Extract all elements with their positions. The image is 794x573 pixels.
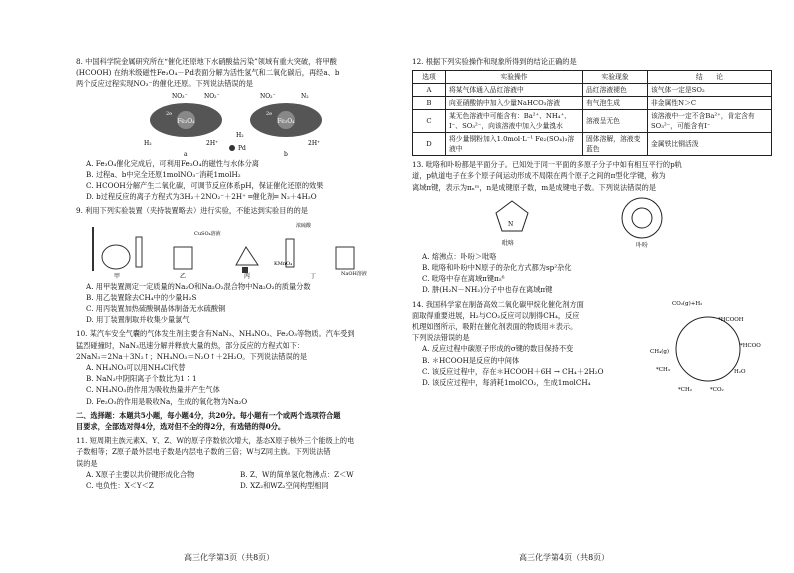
table-header: 实验现象 [583,71,648,84]
q11-stem-line: 11. 短周期主族元素X、Y、Z、W的原子序数依次增大，基态X原子核外三个能级上的电 [76,436,355,446]
q10-stem-line: 10. 某汽车安全气囊的气体发生剂主要含有NaN₃、NH₄NO₃、Fe₂O₃等物质。汽车受到 [76,329,355,339]
q9-stem: 9. 利用下列实验装置（夹持装置略去）进行实验，不能达到实验目的的是 [76,206,308,216]
electron-label: 2e [266,110,273,117]
q11-stem-line: 误的是 [76,458,98,468]
q13-molecule-diagram [472,193,732,251]
table-header-row [413,71,772,84]
table-cell: 溶液呈无色 [583,110,648,133]
q8-stem-line: 8. 中国科学院金属研究所在“催化还原地下水硝酸盐污染”领域有重大突破，将甲酸 [76,57,337,66]
process-a-label: a [184,150,188,158]
ch2-label: *CH₂ [678,386,692,393]
table-row [413,133,772,156]
q11-stem-line: 子数相等；Z原子最外层电子数是内层电子数的三倍；W与Z同主族。下列说法错 [76,447,331,457]
h-ion-label: 2H⁺ [206,139,219,147]
table-cell: 将某气体通入品红溶液中 [446,84,583,97]
q14-stem-line: 下列说法错误的是 [412,333,470,343]
q13-option-a: A. 熔沸点：卟吩＞吡咯 [422,251,497,261]
no2-label: NO₂⁻ [204,92,220,100]
table-row [413,110,772,133]
collection-bottle [336,247,354,269]
table-cell: 向亚硝酸钠中加入少量NaHCO₃溶液 [446,97,583,110]
porphine-inner-ring [632,208,652,228]
q9-option-b: B. 用乙装置除去CH₄中的少量H₂S [86,292,197,302]
cuso4-label: CuSO₄溶液 [194,230,221,237]
pd-legend-dot [229,145,235,151]
co2-label: CO₂(g)+H₂ [672,300,703,307]
no2-label: NO₂⁻ [260,92,276,100]
cycle-ring [676,317,740,381]
gas-tube [136,237,142,267]
table-cell: B [413,97,446,110]
q10-option-d: D. Fe₂O₃的作用是吸收Na，生成的氧化物为Na₂O [86,396,248,406]
conc-acid-label: 浓硫酸 [296,222,312,229]
question-12 [412,56,772,156]
q10-option-b: B. NaN₃中阴阳离子个数比为1∶1 [86,374,197,384]
q14-option-a: A. 反应过程中碳原子形成的σ键的数目保持不变 [422,344,574,354]
table-cell: 将少量铜粉加入1.0mol·L⁻¹ Fe₂(SO₄)₃溶液中 [446,133,583,156]
question-14 [412,299,772,393]
naoh-label: NaOH溶液 [341,270,367,277]
apparatus-jia-label: 甲 [114,272,121,280]
question-10 [76,328,394,406]
table-cell: 固体溶解，溶液变蓝色 [583,133,648,156]
porphine-label: 卟吩 [636,241,649,249]
q14-option-b: B. ＊HCOOH是反应的中间体 [422,355,520,365]
q8-stem-line: (HCOOH) 在纳米级磁性Fe₃O₄－Pd表面分解为活性氢气和二氧化碳后，再经a、b [76,68,340,78]
fe3o4-label: Fe₃O₄ [277,117,295,125]
q13-stem-line: 离域π键，表示为πₙᵐ，n是成键原子数，m是成键电子数。下列说法错误的是 [412,182,657,192]
q10-stem-line: 猛烈碰撞时，NaN₃迅速分解并释放大量的热，部分反应的方程式如下： [76,340,305,350]
page-footer-left: 高三化学第3页（共8页） [184,553,275,562]
table-cell: C [413,110,446,133]
pd-legend-label: Pd [238,144,246,152]
q8-option-a: A. Fe₃O₄催化完成后，可利用Fe₃O₄的磁性与水体分离 [86,158,259,168]
q13-option-c: C. 吡咯中存在离域π键π₅⁶ [422,274,505,284]
question-13 [412,159,772,295]
q14-text [412,299,640,389]
q10-option-c: C. NH₄NO₃的作用为吸收热量并产生气体 [86,385,220,395]
n2-label: N₂ [301,92,309,100]
process-b-label: b [284,150,288,158]
table-cell: D [413,133,446,156]
q11-option-a: A. X原子主要以共价键形成化合物 [86,469,195,479]
q9-option-a: A. 用甲装置测定一定质量的Na₂O和Na₂O₂混合物中Na₂O₂的质量分数 [86,281,311,291]
h2-label: H₂ [236,131,244,139]
q12-stem: 12. 根据下列实验操作和现象所得到的结论正确的是 [412,57,577,66]
q11-options-row [86,480,394,491]
q9-apparatus-diagram [86,217,386,281]
question-9 [76,205,394,325]
porphine-ring [622,198,662,238]
section-2-instructions [76,410,394,432]
q9-option-c: C. 用丙装置加热硫酸铜晶体制备无水硫酸铜 [86,304,226,314]
flask [102,245,130,269]
hcoo-label: *HCOO [740,342,761,349]
q12-table [412,70,772,156]
q14-option-c: C. 该反应过程中，存在＊HCOOH＋6H → CH₄＋2H₂O [422,366,604,376]
no3-label: NO₃⁻ [172,92,188,100]
left-column [76,56,394,491]
hcooh-label: *HCOOH [718,316,744,323]
q10-option-a: A. NH₄NO₃可以用NH₄Cl代替 [86,363,186,373]
kmno4-label: KMnO₄ [274,260,293,267]
q13-stem-line: 道，p轨道电子在多个原子间运动形成不局限在两个原子之间的π型化学键，称为 [412,171,666,181]
h2o-label: H₂O [734,368,746,375]
q11-option-b: B. Z、W的简单氢化物沸点：Z＜W [240,469,354,479]
q13-stem-line: 13. 吡咯和卟吩都是平面分子。已知处于同一平面的多原子分子中如有相互平行的p轨 [412,160,682,170]
wash-bottle [174,247,192,269]
q11-options-row [86,469,394,480]
table-cell: 该气体一定是SO₂ [648,84,772,97]
q11-option-d: D. XZ₂和WZ₂空间构型相同 [240,481,329,491]
table-header: 结 论 [648,71,772,84]
ch4-label: CH₄(g) [650,348,670,355]
table-row [413,84,772,97]
q13-option-d: D. 肼(H₂N－NH₂)分子中也存在离域π键 [422,285,553,295]
q14-stem-line: 机理如图所示，吸附在催化剂表面的物质用＊表示。 [412,322,578,332]
q14-stem-line: 14. 我国科学家在制备高效二氧化碳甲烷化催化剂方面 [412,299,584,309]
h2-label: H₂ [144,139,152,147]
stand-rod [92,227,94,271]
q14-mechanism-cycle [648,295,768,399]
table-cell: 非金属性N＞C [648,97,772,110]
fe3o4-label: Fe₃O₄ [177,117,195,125]
q14-option-d: D. 该反应过程中，每消耗1molCO₂，生成1molCH₄ [422,378,591,388]
q8-option-d: D. b过程反应的离子方程式为3H₂＋2NO₂⁻＋2H⁺ ═催化剂═ N₂＋4H₂O [86,192,317,202]
q8-option-b: B. 过程a、b中完全还原1molNO₃⁻消耗1molH₂ [86,169,241,179]
ch3-label: *CH₃ [656,366,670,373]
apparatus-bing-label: 丙 [244,272,251,280]
q8-stem-line: 两个反应过程实现NO₃⁻的催化还原。下列说法错误的是 [76,79,253,89]
page-footer-right: 高三化学第4页（共8页） [519,553,610,562]
q10-stem-line: 2NaN₃＝2Na＋3N₂↑；NH₄NO₃＝N₂O↑＋2H₂O。下列说法错误的是 [76,351,308,361]
page-right [397,0,794,573]
electron-label: 2e [166,110,173,117]
crucible [236,247,258,265]
table-cell: 金属铁比铜活泼 [648,133,772,156]
q13-option-b: B. 吡咯和卟吩中N原子的杂化方式都为sp²杂化 [422,263,572,273]
pyrrole-label: 吡咯 [502,239,515,247]
co-label: *CO₂ [710,386,724,393]
section-2-line: 二、选择题：本题共5小题，每小题4分，共20分。每小题有一个或两个选项符合题 [76,410,341,420]
h-ion-label: 2H⁺ [308,139,321,147]
apparatus-yi-label: 乙 [180,272,187,280]
q9-option-d: D. 用丁装置制取并收集少量氯气 [86,315,190,325]
q14-stem-line: 面取得重要进展，H₂与CO₂反应可以制得CH₄，反应 [412,310,580,320]
table-cell: 该溶液中一定不含Ba²⁺，肯定含有SO₃²⁻，可能含有I⁻ [648,110,772,133]
section-2-line: 目要求，全部选对得4分，选对但不全的得2分，有选错的得0分。 [76,422,286,432]
table-row [413,97,772,110]
q11-option-c: C. 电负性：X＜Y＜Z [86,481,154,491]
table-cell: A [413,84,446,97]
question-8 [76,56,394,202]
q8-option-c: C. HCOOH分解产生二氧化碳，可调节反应体系pH，保证催化还原的效果 [86,181,324,191]
pyrrole-n-atom: N [508,220,514,228]
table-header: 实验操作 [446,71,583,84]
table-cell: 有气泡生成 [583,97,648,110]
right-column [412,56,772,393]
table-cell: 品红溶液褪色 [583,84,648,97]
q8-catalysis-diagram [136,90,336,158]
apparatus-ding-label: 丁 [310,272,317,280]
table-cell: 某无色溶液中可能含有：Ba²⁺、NH₄⁺、I⁻、SO₃²⁻，向该溶液中加入少量溴水 [446,110,583,133]
table-header: 选项 [413,71,446,84]
question-11 [76,435,394,491]
